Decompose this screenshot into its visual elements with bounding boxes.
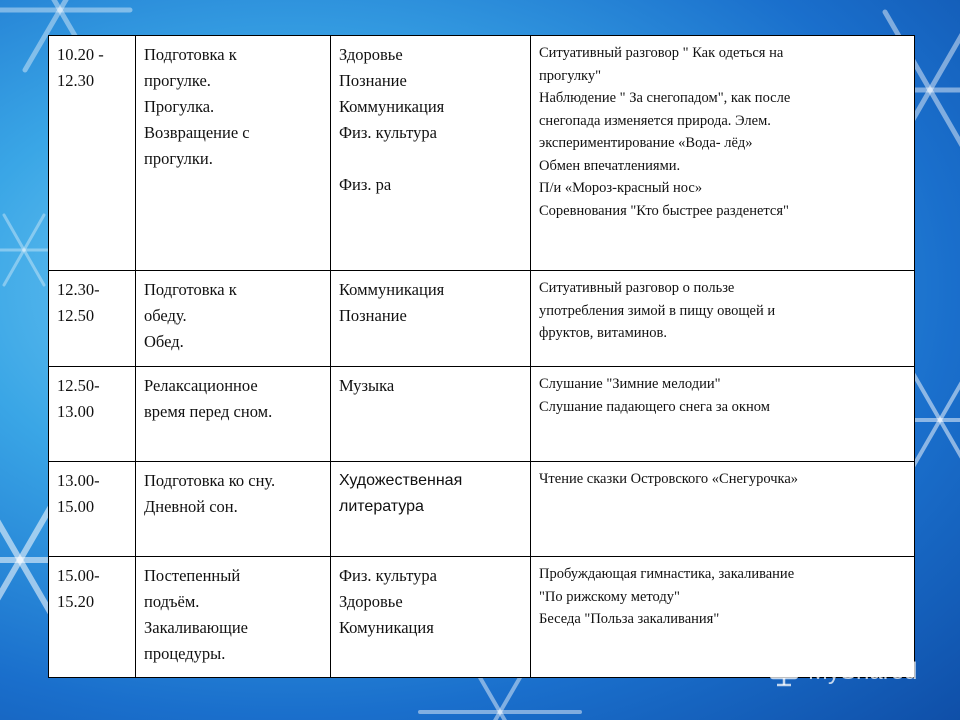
time-cell: 15.00- 15.20 [49,557,136,678]
table-row [49,367,915,462]
content-cell: Слушание "Зимние мелодии" Слушание падающего снега за окном [531,367,915,462]
time-cell: 13.00- 15.00 [49,462,136,557]
areas-cell: Физ. культура Здоровье Комуникация [331,557,531,678]
content-cell: Ситуативный разговор " Как одеться на прогулку" Наблюдение " За снегопадом", как после снегопада изменяется природа. Элем. экспериментирование «Вода- лёд» Обмен впечатлениями. П/и «Мороз-красный нос» Соревнования "Кто быстрее разденется" [531,36,915,271]
activity-cell: Подготовка к обеду. Обед. [136,271,331,367]
areas-cell: Здоровье Познание Коммуникация Физ. культура Физ. ра [331,36,531,271]
schedule-table [48,35,915,678]
areas-cell: Художественная литература [331,462,531,557]
content-cell: Чтение сказки Островского «Снегурочка» [531,462,915,557]
time-cell: 12.30- 12.50 [49,271,136,367]
presentation-icon [768,656,800,688]
activity-cell: Подготовка к прогулке. Прогулка. Возвращение с прогулки. [136,36,331,271]
watermark-text: MyShared [808,658,918,685]
activity-cell: Подготовка ко сну. Дневной сон. [136,462,331,557]
schedule-table-container [48,35,914,677]
table-row [49,36,915,271]
time-cell: 12.50- 13.00 [49,367,136,462]
table-row [49,271,915,367]
content-cell: Пробуждающая гимнастика, закаливание "По рижскому методу" Беседа "Польза закаливания" [531,557,915,678]
areas-cell: Музыка [331,367,531,462]
content-cell: Ситуативный разговор о пользе употребления зимой в пищу овощей и фруктов, витаминов. [531,271,915,367]
table-row [49,462,915,557]
time-cell: 10.20 - 12.30 [49,36,136,271]
areas-cell: Коммуникация Познание [331,271,531,367]
activity-cell: Постепенный подъём. Закаливающие процедуры. [136,557,331,678]
watermark [768,656,917,688]
activity-cell: Релаксационное время перед сном. [136,367,331,462]
